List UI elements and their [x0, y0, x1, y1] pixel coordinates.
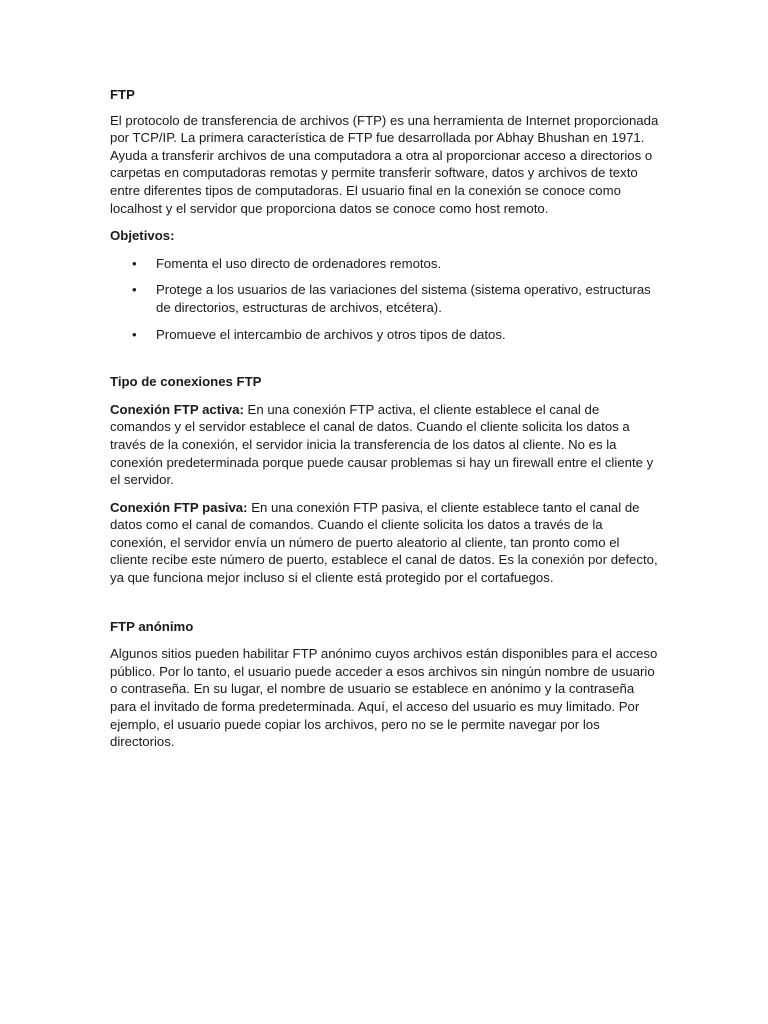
anonymous-ftp-heading: FTP anónimo — [110, 618, 194, 634]
list-item — [110, 281, 660, 316]
active-connection-lead: Conexión FTP activa: — [110, 401, 244, 417]
objectives-heading: Objetivos: — [110, 228, 175, 244]
objective-text: Promueve el intercambio de archivos y otros tipos de datos. — [156, 326, 506, 342]
objectives-list — [110, 255, 660, 343]
document-title: FTP — [110, 87, 135, 102]
list-item — [110, 255, 660, 273]
document-page — [110, 86, 660, 751]
list-item — [110, 326, 660, 344]
anonymous-ftp-paragraph: Algunos sitios pueden habilitar FTP anónimo cuyos archivos están disponibles para el acceso público. Por lo tanto, el usuario puede acceder a esos archivos sin ningún nombre de usuario o contraseña. En su lugar, el nombre de usuario se establece en anónimo y la contraseña para el invitado de forma predeterminada. Aquí, el acceso del usuario es muy limitado. Por ejemplo, el usuario puede copiar los archivos, pero no se le permite navegar por los directorios. — [110, 646, 658, 750]
objective-text: Fomenta el uso directo de ordenadores remotos. — [156, 255, 442, 271]
active-connection-text: En una conexión FTP activa, el cliente establece el canal de comandos y el servidor establece el canal de datos. Cuando el cliente solicita los datos a través de la conexión, el servidor inicia la transferencia de los datos al cliente. No es la conexión predeterminada porque puede causar problemas si hay un firewall entre el cliente y el servidor. — [110, 401, 654, 488]
passive-connection-text: En una conexión FTP pasiva, el cliente establece tanto el canal de datos como el canal de comandos. Cuando el cliente solicita los datos a través de la conexión, el servidor envía un número de puerto aleatorio al cliente, tan pronto como el cliente recibe este número de puerto, establece el canal de datos. Es la conexión por defecto, ya que funciona mejor incluso si el cliente está protegido por el cortafuegos. — [110, 499, 658, 586]
objective-text: Protege a los usuarios de las variaciones del sistema (sistema operativo, estructuras de directorios, estructuras de archivos, etcétera). — [156, 282, 651, 315]
passive-connection-paragraph — [110, 499, 660, 587]
bullet-icon: • — [132, 255, 137, 271]
bullet-icon: • — [132, 326, 137, 342]
connections-heading: Tipo de conexiones FTP — [110, 374, 262, 390]
bullet-icon: • — [132, 282, 137, 298]
passive-connection-lead: Conexión FTP pasiva: — [110, 499, 248, 515]
intro-paragraph: El protocolo de transferencia de archivos (FTP) es una herramienta de Internet proporcionada por TCP/IP. La primera característica de FTP fue desarrollada por Abhay Bhushan en 1971. Ayuda a transferir archivos de una computadora a otra al proporcionar acceso a directorios o carpetas en computadoras remotas y permite transferir software, datos y archivos de texto entre diferentes tipos de computadoras. El usuario final en la conexión se conoce como localhost y el servidor que proporciona datos se conoce como host remoto. — [110, 112, 659, 216]
active-connection-paragraph — [110, 401, 660, 489]
